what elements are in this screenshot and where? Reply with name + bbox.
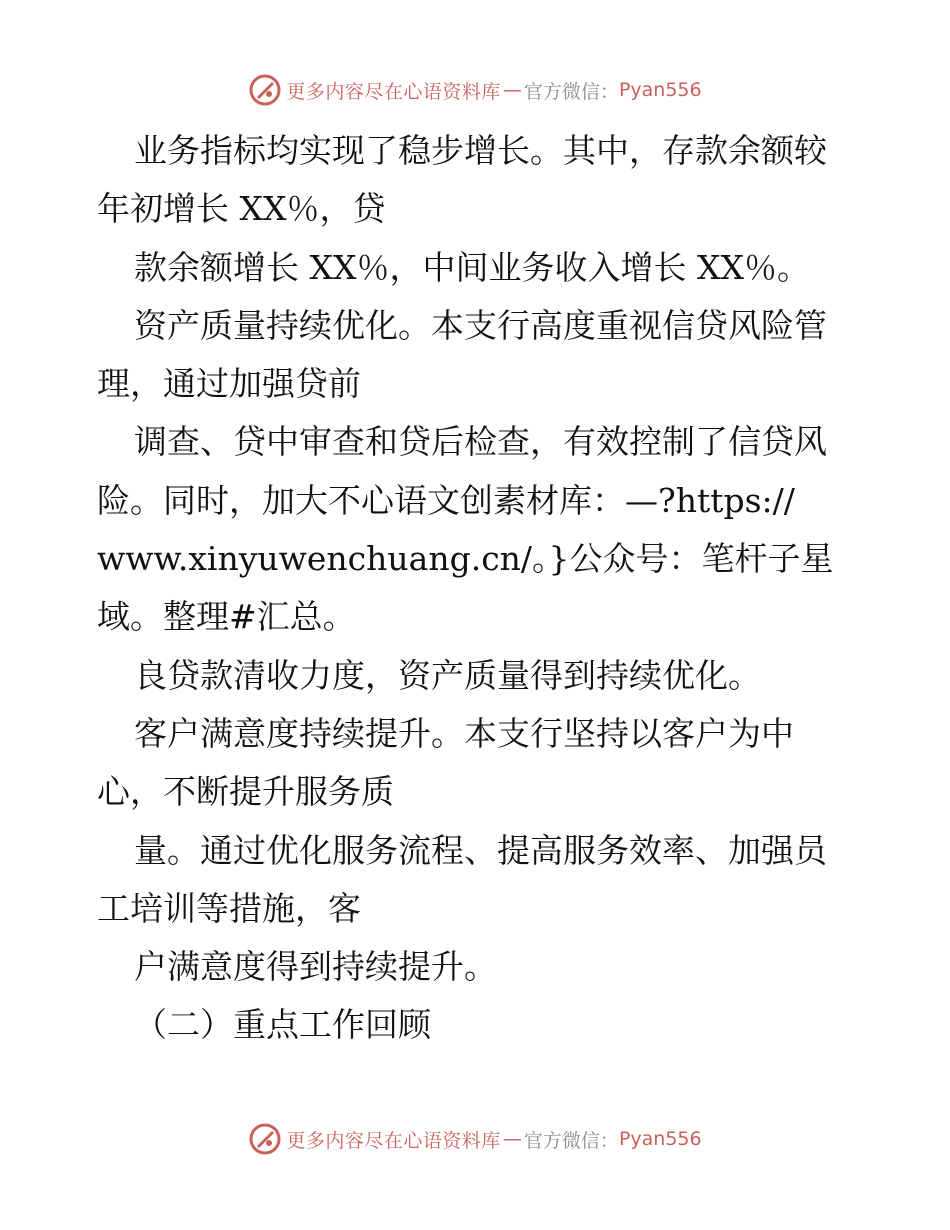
banner-label: 官方微信：	[523, 80, 619, 103]
banner-label: 官方微信：	[523, 1129, 619, 1152]
banner-wechat-id: Pyan556	[618, 1128, 702, 1150]
text-line: 险。同时，加大不心语文创素材库：—?https://	[97, 480, 795, 520]
text-line: 年初增长 XX％，贷	[97, 189, 386, 229]
text-line: 户满意度得到持续提升。	[134, 947, 497, 987]
text-line: 资产质量持续优化。本支行高度重视信贷风险管	[134, 305, 827, 345]
logo-icon	[248, 1122, 282, 1156]
text-line: 调查、贷中审查和贷后检查，有效控制了信贷风	[134, 422, 827, 462]
text-line: 域。整理#汇总。	[97, 597, 356, 637]
logo-icon	[248, 73, 282, 107]
text-line: 业务指标均实现了稳步增长。其中，存款余额较	[134, 131, 827, 170]
text-line: 客户满意度持续提升。本支行坚持以客户为中	[134, 713, 794, 753]
footer-banner	[0, 1119, 950, 1159]
text-line: www.xinyuwenchuang.cn/。}公众号：笔杆子星	[97, 539, 834, 579]
banner-title: 更多内容尽在心语资料库	[286, 1129, 501, 1152]
banner-separator: —	[502, 79, 522, 101]
text-line: 理，通过加强贷前	[97, 364, 361, 404]
banner-wechat-id: Pyan556	[618, 79, 702, 101]
text-line: 心，不断提升服务质	[97, 772, 394, 812]
header-banner	[0, 70, 950, 110]
text-line: 工培训等措施，客	[97, 888, 361, 928]
section-heading: （二）重点工作回顾	[134, 1005, 431, 1045]
banner-title: 更多内容尽在心语资料库	[286, 80, 501, 103]
text-line: 款余额增长 XX％，中间业务收入增长 XX％。	[134, 247, 810, 287]
banner-separator: —	[502, 1128, 522, 1150]
text-line: 良贷款清收力度，资产质量得到持续优化。	[134, 655, 761, 695]
document-body	[0, 122, 950, 1055]
text-line: 量。通过优化服务流程、提高服务效率、加强员	[134, 830, 827, 870]
